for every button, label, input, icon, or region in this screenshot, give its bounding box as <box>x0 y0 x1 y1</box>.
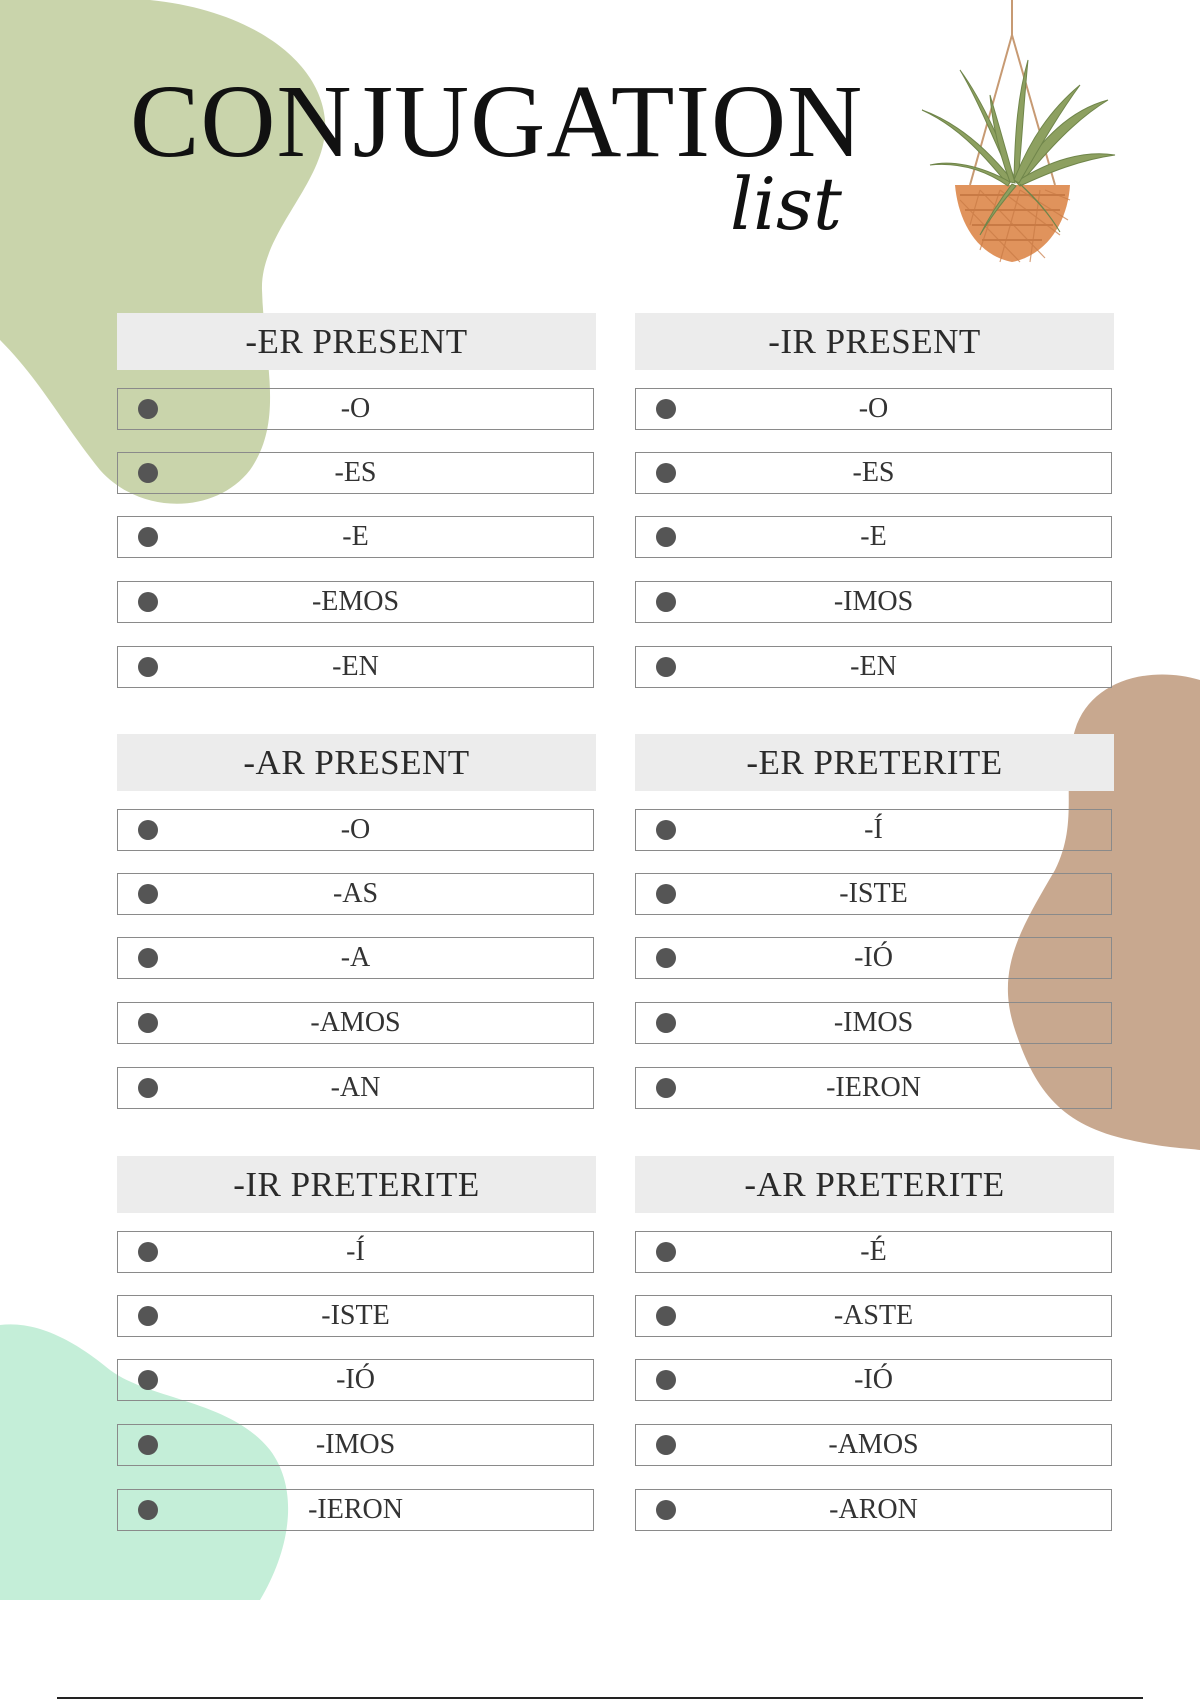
bullet-dot-icon <box>656 884 676 904</box>
ending-text: -ES <box>334 457 377 488</box>
ending-text: -E <box>342 521 369 552</box>
ending-text: -IMOS <box>833 1007 914 1038</box>
bullet-dot-icon <box>656 1370 676 1390</box>
ending-text: -ES <box>852 457 895 488</box>
bullet-dot-icon <box>138 1500 158 1520</box>
ending-row <box>117 937 594 979</box>
page-title: CONJUGATION <box>130 64 864 179</box>
ending-text: -ISTE <box>839 878 908 909</box>
ending-text: -IÓ <box>854 1364 893 1395</box>
ending-text: -IÓ <box>336 1364 375 1395</box>
footer-divider <box>57 1697 1143 1699</box>
ending-text: -ISTE <box>321 1300 390 1331</box>
ending-text: -AMOS <box>828 1429 919 1460</box>
section-heading: -IR PRETERITE <box>117 1156 596 1213</box>
ending-text: -IMOS <box>833 586 914 617</box>
ending-row <box>117 516 594 558</box>
ending-row <box>117 809 594 851</box>
title-block <box>130 64 864 246</box>
section-heading: -IR PRESENT <box>635 313 1114 370</box>
bullet-dot-icon <box>138 1078 158 1098</box>
ending-text: -EN <box>332 651 379 682</box>
bullet-dot-icon <box>656 820 676 840</box>
ending-text: -IERON <box>308 1494 403 1525</box>
bullet-dot-icon <box>656 1500 676 1520</box>
page-subtitle: list <box>730 162 842 246</box>
ending-row <box>635 937 1112 979</box>
bullet-dot-icon <box>138 820 158 840</box>
bullet-dot-icon <box>656 657 676 677</box>
bullet-dot-icon <box>656 1435 676 1455</box>
hanging-plant-icon <box>920 0 1120 270</box>
ending-text: -O <box>340 393 371 424</box>
ending-row <box>635 1067 1112 1109</box>
ending-row <box>635 388 1112 430</box>
ending-row <box>117 1295 594 1337</box>
bullet-dot-icon <box>138 592 158 612</box>
ending-row <box>635 809 1112 851</box>
section-heading: -AR PRESENT <box>117 734 596 791</box>
ending-row <box>117 452 594 494</box>
ending-text: -Í <box>346 1236 365 1267</box>
bullet-dot-icon <box>138 948 158 968</box>
ending-row <box>635 1359 1112 1401</box>
ending-text: -Í <box>864 814 883 845</box>
bullet-dot-icon <box>656 527 676 547</box>
ending-text: -EN <box>850 651 897 682</box>
ending-text: -AMOS <box>310 1007 401 1038</box>
ending-row <box>117 388 594 430</box>
bullet-dot-icon <box>138 527 158 547</box>
conjugation-section <box>117 1156 596 1536</box>
bullet-dot-icon <box>138 1435 158 1455</box>
ending-text: -IERON <box>826 1072 921 1103</box>
bullet-dot-icon <box>656 463 676 483</box>
ending-row <box>635 873 1112 915</box>
section-heading: -ER PRETERITE <box>635 734 1114 791</box>
bullet-dot-icon <box>138 1306 158 1326</box>
ending-text: -A <box>340 942 371 973</box>
bullet-dot-icon <box>138 399 158 419</box>
bullet-dot-icon <box>138 884 158 904</box>
ending-text: -É <box>860 1236 887 1267</box>
ending-text: -AN <box>330 1072 381 1103</box>
bullet-dot-icon <box>656 592 676 612</box>
ending-text: -O <box>858 393 889 424</box>
bullet-dot-icon <box>656 1306 676 1326</box>
ending-row <box>635 1489 1112 1531</box>
ending-row <box>635 1295 1112 1337</box>
bullet-dot-icon <box>138 463 158 483</box>
bullet-dot-icon <box>138 657 158 677</box>
ending-text: -AS <box>332 878 379 909</box>
ending-row <box>635 581 1112 623</box>
ending-row <box>117 646 594 688</box>
section-heading: -ER PRESENT <box>117 313 596 370</box>
ending-row <box>117 581 594 623</box>
ending-text: -ASTE <box>833 1300 914 1331</box>
ending-row <box>117 1424 594 1466</box>
bullet-dot-icon <box>656 948 676 968</box>
ending-row <box>117 1231 594 1273</box>
ending-text: -EMOS <box>311 586 400 617</box>
bullet-dot-icon <box>138 1242 158 1262</box>
ending-text: -E <box>860 521 887 552</box>
ending-row <box>635 1002 1112 1044</box>
ending-row <box>635 1231 1112 1273</box>
ending-row <box>635 516 1112 558</box>
bullet-dot-icon <box>138 1013 158 1033</box>
ending-row <box>635 1424 1112 1466</box>
ending-row <box>117 1002 594 1044</box>
bullet-dot-icon <box>138 1370 158 1390</box>
ending-row <box>117 1489 594 1531</box>
bullet-dot-icon <box>656 1013 676 1033</box>
ending-row <box>635 646 1112 688</box>
conjugation-section <box>635 1156 1114 1536</box>
bullet-dot-icon <box>656 1078 676 1098</box>
ending-text: -ARON <box>829 1494 918 1525</box>
bullet-dot-icon <box>656 399 676 419</box>
ending-row <box>117 1067 594 1109</box>
section-heading: -AR PRETERITE <box>635 1156 1114 1213</box>
ending-row <box>117 1359 594 1401</box>
ending-text: -IMOS <box>315 1429 396 1460</box>
bullet-dot-icon <box>656 1242 676 1262</box>
conjugation-section <box>635 734 1114 1114</box>
conjugation-section <box>635 313 1114 693</box>
conjugation-section <box>117 313 596 693</box>
ending-text: -O <box>340 814 371 845</box>
ending-row <box>117 873 594 915</box>
ending-row <box>635 452 1112 494</box>
conjugation-section <box>117 734 596 1114</box>
ending-text: -IÓ <box>854 942 893 973</box>
